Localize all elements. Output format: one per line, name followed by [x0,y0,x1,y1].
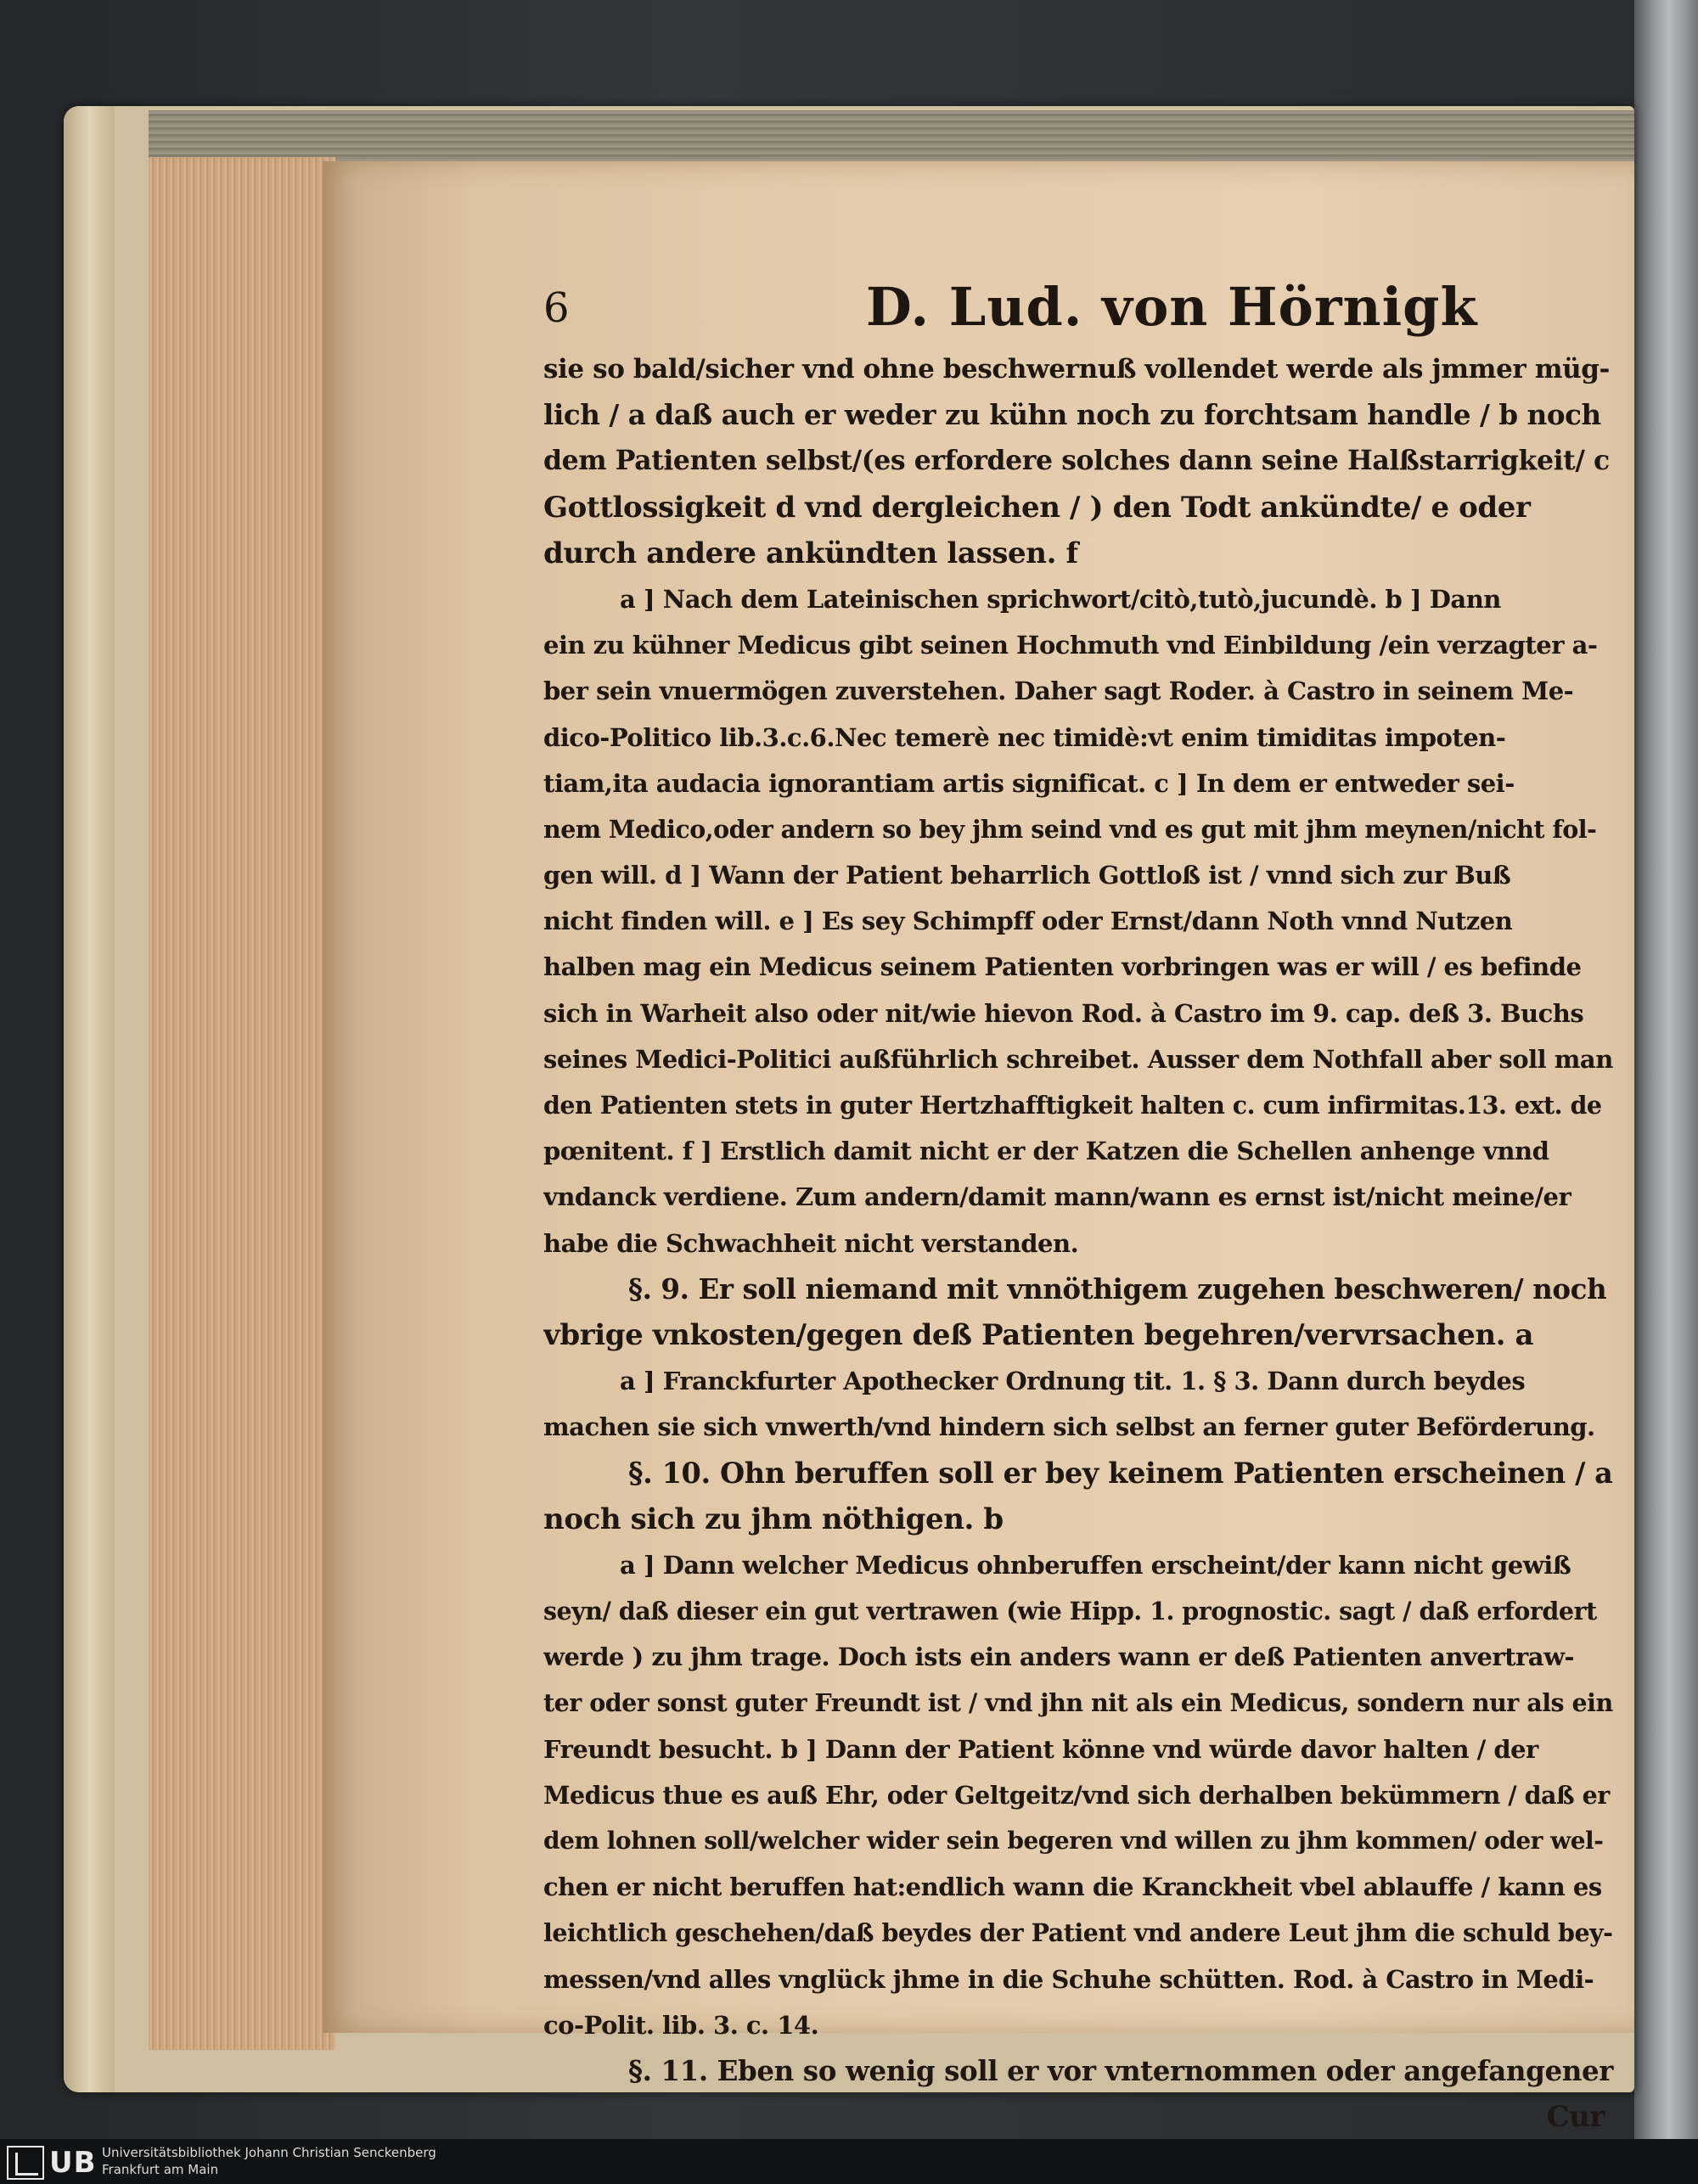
text-line: leichtlich geschehen/daß beydes der Patient vnd andere Leut jhm die schuld bey- [543,1918,1613,1948]
text-line: §. 9. Er soll niemand mit vnnöthigem zugehen beschweren/ noch [628,1272,1607,1305]
page-block-fore-edge [149,157,335,2050]
text-line: a ] Nach dem Lateinischen sprichwort/citò,tutò,jucundè. b ] Dann [620,584,1501,614]
text-line: §. 10. Ohn beruffen soll er bey keinem Patienten erscheinen / a [628,1456,1613,1490]
text-line: chen er nicht beruffen hat:endlich wann die Kranckheit vbel ablauffe / kann es [543,1872,1602,1902]
text-line: werde ) zu jhm trage. Doch ists ein anders wann er deß Patienten anvertraw- [543,1642,1575,1672]
book-spine-edge [64,106,115,2092]
library-logo [7,2146,97,2180]
text-line: dem Patienten selbst/(es erfordere solches dann seine Halßstarrigkeit/ c [543,445,1610,477]
text-line: ein zu kühner Medicus gibt seinen Hochmuth vnd Einbildung /ein verzagter a- [543,631,1598,660]
text-line: vndanck verdiene. Zum andern/damit mann/wann es ernst ist/nicht meine/er [543,1182,1571,1212]
text-line: ter oder sonst guter Freundt ist / vnd jhn nit als ein Medicus, sondern nur als ein [543,1688,1613,1718]
scanner-clamp [1634,0,1698,2139]
text-line: noch sich zu jhm nöthigen. b [543,1502,1004,1536]
text-line: Gottlossigkeit d vnd dergleichen / ) den Todt ankündte/ e oder [543,490,1531,525]
text-line: dico-Politico lib.3.c.6.Nec temerè nec timidè:vt enim timiditas impoten- [543,722,1506,752]
library-name-line-2: Frankfurt am Main [102,2162,219,2177]
text-line: halben mag ein Medicus seinem Patienten vorbringen was er will / es befinde [543,952,1582,982]
text-line: seyn/ daß dieser ein gut vertrawen (wie Hipp. 1. prognostic. sagt / daß erfordert [543,1597,1597,1626]
text-line: a ] Dann welcher Medicus ohnberuffen erscheint/der kann nicht gewiß [620,1550,1571,1580]
library-name-line-1: Universitätsbibliothek Johann Christian Senckenberg [102,2145,436,2160]
page-number: 6 [543,284,570,332]
text-line: seines Medici-Politici außführlich schreibet. Ausser dem Nothfall aber soll man [543,1044,1613,1074]
text-line: nicht finden will. e ] Es sey Schimpff oder Ernst/dann Noth vnnd Nutzen [543,907,1513,936]
text-line: ber sein vnuermögen zuverstehen. Daher sagt Roder. à Castro in seinem Me- [543,677,1574,706]
library-logo-icon [7,2146,44,2180]
text-line: pœnitent. f ] Erstlich damit nicht er der Katzen die Schellen anhenge vnnd [543,1137,1549,1166]
text-line: durch andere ankündten lassen. f [543,536,1078,570]
library-name [102,2144,436,2178]
text-line: sie so bald/sicher vnd ohne beschwernuß vollendet werde als jmmer müg- [543,354,1611,385]
text-line: Cur [1546,2100,1605,2135]
text-line: gen will. d ] Wann der Patient beharrlich Gottloß ist / vnnd sich zur Buß [543,861,1511,890]
text-line: a ] Franckfurter Apothecker Ordnung tit. 1. § 3. Dann durch beydes [620,1367,1526,1396]
text-line: habe die Schwachheit nicht verstanden. [543,1228,1079,1258]
text-line: tiam,ita audacia ignorantiam artis significat. c ] In dem er entweder sei- [543,768,1515,798]
text-line: Medicus thue es auß Ehr, oder Geltgeitz/vnd sich derhalben bekümmern / daß er [543,1780,1610,1810]
text-line: Freundt besucht. b ] Dann der Patient könne vnd würde davor halten / der [543,1734,1538,1764]
text-line: vbrige vnkosten/gegen deß Patienten begehren/vervrsachen. a [543,1317,1534,1352]
text-line: nem Medico,oder andern so bey jhm seind vnd es gut mit jhm meynen/nicht fol- [543,814,1597,844]
page-text-body [543,346,1622,2140]
footer-bar [0,2139,1698,2184]
text-line: den Patienten stets in guter Hertzhafftigkeit halten c. cum infirmitas.13. ext. de [543,1091,1602,1120]
text-line: machen sie sich vnwerth/vnd hindern sich selbst an ferner guter Beförderung. [543,1412,1595,1442]
running-head: D. Lud. von Hörnigk [866,276,1478,338]
text-line: co-Polit. lib. 3. c. 14. [543,2010,819,2040]
page-header [543,276,1630,348]
text-line: messen/vnd alles vnglück jhme in die Schuhe schütten. Rod. à Castro in Medi- [543,1964,1594,1994]
text-line: sich in Warheit also oder nit/wie hievon Rod. à Castro im 9. cap. deß 3. Buchs [543,998,1584,1028]
library-logo-text: UB [49,2146,97,2180]
text-line: §. 11. Eben so wenig soll er vor vnternommen oder angefangener [628,2053,1613,2087]
text-line: lich / a daß auch er weder zu kühn noch zu forchtsam handle / b noch [543,398,1601,432]
text-line: dem lohnen soll/welcher wider sein begeren vnd willen zu jhm kommen/ oder wel- [543,1827,1604,1855]
